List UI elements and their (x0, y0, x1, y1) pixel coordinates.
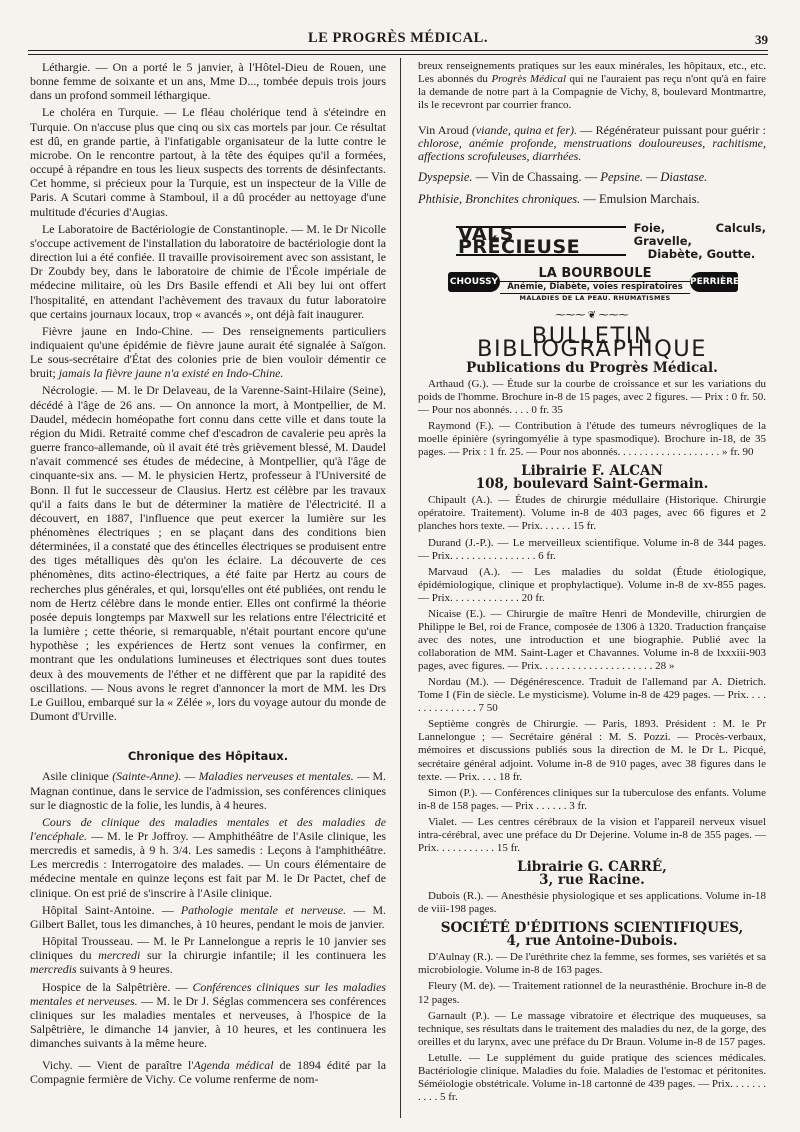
bourboule-maladies: MALADIES DE LA PEAU. RHUMATISMES (519, 293, 671, 302)
bourboule-indications: Anémie, Diabète, voies respiratoires (500, 281, 690, 294)
left-column (30, 60, 386, 1090)
news-lethargie: Léthargie. — On a porté le 5 janvier, à l'Hôtel-Dieu de Rouen, une bonne femme de soixante et un ans, Mme D..., tombée depuis trois jours dans un profond sommeil léthargique. (30, 60, 386, 103)
fievre-italic: jamais la fièvre jaune n'a existé en Indo-Chine. (58, 366, 284, 381)
alcan-name: Librairie F. ALCAN (521, 463, 663, 480)
trousseau-text-2: sur la chirurgie infantile; il les continuera les (140, 948, 387, 963)
societe-address: 4, rue Antoine-Dubois. (506, 933, 678, 950)
header-rule (28, 50, 768, 55)
biblio-entry: Raymond (F.). — Contribution à l'étude des tumeurs névrogliques de la moelle épinière (syringomyélie à type spasmodique). Brochure in-18, de 35 pages. — Prix : 1 fr. 25. — Pour nos abonnés. . . . . . . . . . . . . . . . . . . » fr. 90 (418, 420, 766, 459)
hopital-asile (30, 769, 386, 811)
vichy-cont-italic: Progrès Médical (491, 73, 567, 86)
publisher-heading-progres: Publications du Progrès Médical. (466, 359, 718, 376)
news-necrologie: Nécrologie. — M. le Dr Delaveau, de la Varenne-Saint-Hilaire (Seine), décédé à l'âge de 26 ans. — On annonce la mort, à Montpellier, de M. Daudel, médecin homéopathe fort connu dans cette ville et dans toute la région du Midi. Retraité comme chef d'escadron de cavalerie peu après la guerre franco-allemande, où il avait été très grièvement blessé, M. Daudel n'avait commencé ses études de médecine, à Montpellier, qu'à l'âge de cinquante-six ans. — M. le physicien Hertz, professeur à l'Université de Bonn. Il fut le successeur de Clausius. Hertz est célèbre par les travaux qu'il a faits dans le but de déterminer la matière de l'électricité. Il a découvert, en 1887, l'influence que peut exercer la lumière sur les phénomènes électriques ; en se plaçant dans des conditions bien déterminées, il a constaté que des étincelles électriques se produisent entre des tiges métalliques dès qu'on les éclaire. La découverte de ces phénomènes, dits actino-électriques, a été faite par Hertz au cours de recherches plus générales, et qui, lorsqu'elles ont été publiées, ont rendu le nom de Hertz célèbre dans le monde entier. Elles ont confirmé la théorie posée depuis longtemps par Maxwell sur les relations entre l'électricité et la lumière ; cette théorie, si remarquable, n'était pourtant encore qu'une hypothèse ; les expériences de Hertz sont venues la confirmer, en montrant que les ondulations lumineuses et électriques sont dues toutes deux à des mouvements de l'éther et ne diffèrent que par la rapidité des oscillations. — Nous avons le regret d'annoncer la mort de MM. les Drs Le Guillou, embarqué sur la « Zélée », lors du voyage autour du monde de Dumont d'Urville. (30, 383, 386, 724)
asile-label: Asile clinique (42, 769, 113, 784)
vals-indications-2: Diabète, Goutte. (647, 246, 756, 261)
asile-text: — M. Magnan continue, dans le service de l'admission, ses conférences cliniques sur le diagnostic de la folie, les lundis, à 4 heures. (30, 769, 386, 812)
pepsine-diastase: Pepsine. — Diastase. (600, 170, 708, 185)
biblio-entry: Nicaise (E.). — Chirurgie de maître Henri de Mondeville, chirurgien de Philippe le Bel, roi de France, composée de 1306 à 1320. Traduction française avec des notes, une introduction et une biographie. Publié avec la collaboration de MM. Saint-Lager et Chavannes. Volume in-8 de lxxxiii-903 pages, avec figures. — Prix. . . . . . . . . . . . . . . . . . . . . 28 » (418, 607, 766, 673)
vin-aroud-text: — Régénérateur puissant pour guérir : (577, 123, 766, 138)
vin-chassaing: — Vin de Chassaing. — (472, 170, 601, 185)
saint-antoine-topic: Pathologie mentale et nerveuse. (180, 902, 347, 917)
saint-antoine-label: Hôpital Saint-Antoine. — (42, 902, 181, 917)
news-laboratoire: Le Laboratoire de Bactériologie de Constantinople. — M. le Dr Nicolle s'occupe activement de l'installation du laboratoire de bactériologie dont la direction lui a été confiée. Il travaille provisoirement avec son assistant, le Dr Zoubdy bey, dans le laboratoire de chimie de l'École impériale de médecine militaire, où les Drs Basile effendi et Ali bey lui ont offert l'hospitalité, en attendant l'achèvement des travaux du futur laboratoire que certains journaux locaux, trop « avancés », ont déjà fait inaugurer. (30, 221, 386, 321)
bourboule-label (500, 267, 690, 303)
dyspepsie-label: Dyspepsie. (418, 170, 473, 185)
cours-text: — M. le Pr Joffroy. — Amphithéâtre de l'Asile clinique, les mercredis et samedis, à 9 h. 3/4. Les samedis : Leçons à l'amphithéâtre. Les mercredis : Interrogatoire des malades. — Un cours élémentaire de médecine mentale en quinze leçons est fait par M. le Dr Pactet, chef de clinique. On est prié de s'inscrire à l'Asile clinique. (30, 828, 386, 900)
vichy-cont-text-1: breux renseignements pratiques sur les eaux minérales, les hôpitaux, etc., etc. Les abonnés du (418, 60, 766, 86)
salpetriere-topic: Conférences cliniques sur les maladies mentales et nerveuses. (30, 979, 386, 1008)
news-vichy (30, 1058, 386, 1086)
right-column (418, 60, 766, 1107)
biblio-entry: D'Aulnay (R.). — De l'uréthrite chez la femme, ses formes, ses variétés et sa microbiologie. Volume in-8 de 163 pages. (418, 951, 766, 977)
cours-topic: Cours de clinique des maladies mentales et des maladies de l'encéphale. (30, 814, 386, 843)
biblio-entry: Arthaud (G.). — Étude sur la courbe de croissance et sur les variations du poids de l'homme. Brochure in-8 de 15 pages, avec 2 figures. — Prix : 0 fr. 50. — Pour nos abonnés. . . . 0 fr. 35 (418, 377, 766, 416)
ad-vin-aroud (418, 124, 766, 163)
ornament-divider: ⁓⁓⁓ ❦ ⁓⁓⁓ (555, 309, 629, 321)
ad-phthisie (418, 193, 766, 206)
hopital-salpetriere (30, 980, 386, 1051)
chronique-hopitaux-heading: Chronique des Hôpitaux. (127, 749, 289, 764)
hopital-saint-antoine (30, 903, 386, 931)
vichy-cont-text-2: qui ne l'auraient pas reçu n'ont qu'à en faire la demande de notre part à la Compagnie de Vichy, 8, boulevard Montmartre, ils le recevront par courrier franco. (418, 73, 767, 112)
carre-name: Librairie G. CARRÉ, (517, 858, 667, 875)
vin-aroud-indications: chlorose, anémie profonde, menstruations douloureuses, rachitisme, affections scrofuleuses, diarrhées. (418, 136, 766, 164)
vin-aroud-composition: (viande, quina et fer). (471, 123, 578, 138)
societe-name: SOCIÉTÉ D'ÉDITIONS SCIENTIFIQUES, (440, 920, 744, 937)
salpetriere-label: Hospice de la Salpêtrière. — (42, 979, 193, 994)
column-divider (400, 58, 401, 1118)
ad-la-bourboule (448, 267, 738, 303)
publisher-heading-carre (418, 858, 766, 888)
biblio-entry: Dubois (R.). — Anesthésie physiologique et ses applications. Volume in-18 de viii-198 pages. (418, 890, 766, 916)
fievre-text: Fièvre jaune en Indo-Chine. — Des renseignements particuliers indiquaient qu'une épidémie de fièvre jaune aurait été signalée à Saïgon. Le sous-secrétaire d'État des colonies prie de bien vouloir démentir ce bruit; (30, 323, 386, 381)
biblio-entry: Durand (J.-P.). — Le merveilleux scientifique. Volume in-8 de 344 pages. — Prix. . . . . . . . . . . . . . . . 6 fr. (418, 536, 766, 562)
trousseau-text-3: suivants à 9 heures. (76, 962, 173, 977)
alcan-address: 108, boulevard Saint-Germain. (475, 476, 709, 493)
trousseau-italic-1: mercredi (98, 948, 141, 963)
biblio-entry: Fleury (M. de). — Traitement rationnel de la neurasthénie. Brochure in-8 de 12 pages. (418, 980, 766, 1006)
vichy-text-2: de 1894 édité par la Compagnie fermière de Vichy. Ce volume renferme de nom- (30, 1058, 386, 1087)
salpetriere-text: — M. le Dr J. Séglas commencera ses conférences cliniques sur les maladies mentales et nerveuses, à l'hospice de la Salpêtrière, le dimanche 14 janvier, à 10 heures, et les continuera les dimanches suivants à la même heure. (30, 993, 386, 1051)
ad-vals-precieuse (456, 222, 766, 261)
vichy-italic: Agenda médical (193, 1058, 274, 1073)
biblio-entry: Simon (P.). — Conférences cliniques sur la tuberculose des enfants. Volume in-8 de 158 pages. — Prix . . . . . . 3 fr. (418, 786, 766, 812)
hopital-cours-clinique (30, 815, 386, 900)
bourboule-name: LA BOURBOULE (538, 265, 652, 281)
biblio-entry: Marvaud (A.). — Les maladies du soldat (Étude étiologique, épidémiologique, clinique et prophylactique). Volume in-8 de xv-855 pages. — Prix. . . . . . . . . . . . . 20 fr. (418, 565, 766, 604)
page-number: 39 (755, 32, 768, 47)
phthisie-label: Phthisie, Bronchites chroniques. (418, 191, 581, 206)
asile-topic: (Sainte-Anne). — Maladies nerveuses et mentales. (112, 769, 354, 784)
news-cholera: Le choléra en Turquie. — Le fléau cholérique tend à s'éteindre en Turquie. On n'accuse plus que cinq ou six cas mortels par jour. Ce résultat est dû, en grande partie, à l'infatigable organisateur de la lutte contre le microbe. On le rencontre partout, à la tête des équipes qu'il a formées, occupé à répandre en tous les lieux suspects des torrents de désinfectants. Cet homme, si précieux pour la Turquie, est un inspecteur de la Ville de Paris. A Scutari comme à Stamboul, il a dû procéder au nettoyage d'une multitude d'écuries d'Augias. (30, 105, 386, 219)
biblio-entry: Chipault (A.). — Études de chirurgie médullaire (Historique. Chirurgie opératoire. Traitement). Volume in-8 de 403 pages, avec 66 figures et 2 planches hors texte. — Prix. . . . . . 15 fr. (418, 494, 766, 533)
bottle-left-icon: CHOUSSY (448, 272, 500, 292)
saint-antoine-text: — M. Gilbert Ballet, tous les dimanches, à 10 heures, pendant le mois de janvier. (30, 902, 386, 931)
trousseau-text-1: Hôpital Trousseau. — M. le Pr Lannelongue a repris le 10 janvier ses cliniques du (30, 934, 386, 963)
ad-dyspepsie (418, 171, 766, 184)
vals-indications-1: Foie, Calculs, Gravelle, (633, 220, 766, 248)
vals-indications (634, 222, 766, 261)
vichy-continued (418, 60, 766, 112)
vals-title: VALS PRÉCIEUSE (456, 226, 626, 256)
running-title: LE PROGRÈS MÉDICAL. (308, 30, 488, 46)
publisher-heading-alcan (418, 465, 766, 491)
biblio-entry: Septième congrès de Chirurgie. — Paris, 1893. Président : M. le Pr Lannelongue ; — Secrétaire général : M. S. Pozzi. — Procès-verbaux, mémoires et discussions publiés sous la direction de M. le Dr L. Picqué, secrétaire général adjoint. Volume in-8 de 910 pages, avec 38 figures dans le texte. — Prix. . . . 18 fr. (418, 718, 766, 783)
vin-aroud-name: Vin Aroud (418, 123, 472, 138)
vichy-text-1: Vichy. — Vient de paraître l' (42, 1058, 194, 1073)
publisher-heading-societe (418, 922, 766, 948)
biblio-entry: Letulle. — Le supplément du guide pratique des sciences médicales. Bactériologie clinique. Maladies du foie. Maladies de l'estomac et péritonites. Séméiologie obstétricale. Volume in-18 cartonné de 439 pages. — Prix. . . . . . . . . . . 5 fr. (418, 1051, 766, 1103)
biblio-entry: Vialet. — Les centres cérébraux de la vision et l'appareil nerveux visuel intra-cérébral, avec une préface du Dr Dejerine. Volume in-8 de 355 pages. — Prix. . . . . . . . . . . 15 fr. (418, 815, 766, 854)
hopital-trousseau (30, 934, 386, 976)
bulletin-title: BULLETIN BIBLIOGRAPHIQUE (477, 322, 707, 362)
biblio-entry: Nordau (M.). — Dégénérescence. Traduit de l'allemand par A. Dietrich. Tome I (Fin de siècle. Le mysticisme). Volume in-8 de 429 pages. — Prix. . . . . . . . . . . . . . . 7 50 (418, 676, 766, 715)
trousseau-italic-2: mercredis (30, 962, 77, 977)
biblio-entry: Garnault (P.). — Le massage vibratoire et électrique des muqueuses, sa technique, ses résultats dans le traitement des maladies du nez, de la gorge, des oreilles et du larynx, avec une préface du Dr Braun. Volume in-8 de 157 pages. (418, 1009, 766, 1048)
emulsion-marchais: — Emulsion Marchais. (580, 191, 700, 206)
bottle-right-icon: PERRIÈRE (690, 272, 738, 292)
page-header (28, 30, 768, 50)
news-fievre-jaune (30, 324, 386, 381)
carre-address: 3, rue Racine. (539, 872, 645, 888)
